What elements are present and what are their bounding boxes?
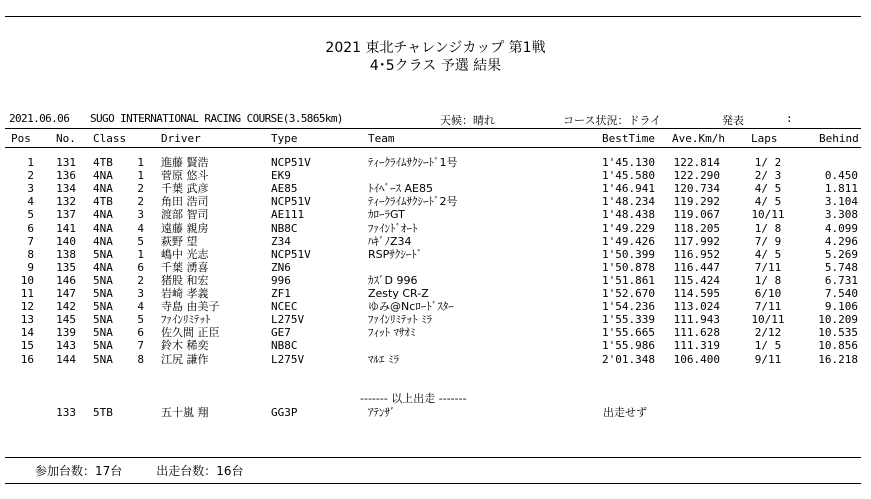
header-no: No. bbox=[56, 132, 76, 145]
cell-no: 135 bbox=[56, 260, 76, 274]
cell-cpos: 3 bbox=[137, 208, 144, 222]
cell-no: 146 bbox=[56, 273, 76, 287]
dns-driver: 五十嵐 翔 bbox=[161, 406, 209, 419]
footer-top-rule bbox=[5, 457, 861, 458]
header-speed: Ave.Km/h bbox=[672, 132, 725, 145]
cell-type: EK9 bbox=[271, 169, 291, 183]
header-driver: Driver bbox=[161, 132, 201, 145]
cell-cpos: 2 bbox=[137, 195, 144, 209]
cell-best: 1'52.670 bbox=[602, 287, 655, 300]
cell-laps: 9/11 bbox=[754, 352, 782, 366]
cell-behind: 0.450 bbox=[824, 169, 858, 183]
cell-class: 4NA bbox=[93, 234, 113, 248]
cell-no: 143 bbox=[56, 339, 76, 353]
cell-pos: 1 bbox=[27, 156, 34, 169]
cell-best: 1'55.339 bbox=[602, 313, 655, 327]
cell-team: ﾊｷﾞﾉZ34 bbox=[368, 234, 412, 248]
footer-counts bbox=[35, 462, 244, 479]
cell-behind: 10.535 bbox=[818, 326, 858, 340]
cell-best: 1'48.438 bbox=[602, 208, 655, 222]
cell-driver: 鈴木 稀奕 bbox=[161, 339, 209, 353]
cell-behind: 7.540 bbox=[824, 287, 858, 300]
cell-behind: 10.856 bbox=[818, 339, 858, 353]
cell-no: 139 bbox=[56, 326, 76, 340]
cell-laps: 10/11 bbox=[751, 313, 785, 327]
cell-type: NCP51V bbox=[271, 195, 311, 209]
cell-type: NB8C bbox=[271, 339, 298, 353]
cell-type: 996 bbox=[271, 273, 291, 287]
cell-pos: 11 bbox=[20, 287, 34, 300]
page-title: 2021 東北チャレンジカップ 第1戦 bbox=[325, 40, 546, 56]
cell-driver: 佐久間 正臣 bbox=[161, 326, 220, 340]
header-team: Team bbox=[368, 132, 395, 145]
cell-pos: 13 bbox=[20, 313, 34, 327]
cell-driver: 千葉 湧喜 bbox=[161, 260, 209, 274]
cell-type: ZN6 bbox=[271, 260, 291, 274]
cell-speed: 106.400 bbox=[673, 352, 720, 366]
cell-laps: 7/11 bbox=[754, 300, 782, 314]
cell-type: L275V bbox=[271, 313, 305, 327]
cell-driver: 萩野 望 bbox=[161, 234, 198, 248]
cell-speed: 116.447 bbox=[673, 260, 720, 274]
header-best: BestTime bbox=[602, 132, 655, 145]
cell-speed: 119.067 bbox=[673, 208, 720, 222]
course-name: SUGO INTERNATIONAL RACING COURSE(3.5865km) bbox=[90, 112, 343, 125]
cell-no: 147 bbox=[56, 287, 76, 300]
cell-laps: 7/11 bbox=[754, 260, 782, 274]
cell-best: 1'55.986 bbox=[602, 339, 655, 353]
track-condition: コース状況：ドライ bbox=[563, 114, 662, 127]
cell-cpos: 7 bbox=[137, 339, 144, 353]
cell-speed: 117.992 bbox=[673, 234, 720, 248]
cell-no: 131 bbox=[56, 156, 76, 169]
cell-no: 141 bbox=[56, 221, 76, 235]
dns-status: 出走せず bbox=[603, 406, 647, 419]
cell-class: 5NA bbox=[93, 287, 113, 300]
cell-pos: 3 bbox=[27, 182, 34, 196]
cell-no: 134 bbox=[56, 182, 76, 196]
cell-team: ﾌｧｲﾝﾘﾐﾃｯﾄ ﾐﾗ bbox=[368, 313, 432, 327]
cell-type: GE7 bbox=[271, 326, 291, 340]
header-class: Class bbox=[93, 132, 127, 145]
cell-team: Zesty CR-Z bbox=[368, 287, 429, 300]
cell-behind: 6.731 bbox=[824, 273, 858, 287]
cell-speed: 122.814 bbox=[673, 156, 720, 169]
cell-type: NCP51V bbox=[271, 156, 311, 169]
cell-laps: 4/ 5 bbox=[754, 182, 782, 196]
cell-no: 138 bbox=[56, 247, 76, 261]
cell-cpos: 1 bbox=[137, 156, 144, 169]
cell-laps: 6/10 bbox=[754, 287, 782, 300]
cell-best: 1'50.878 bbox=[602, 260, 655, 274]
cell-type: AE85 bbox=[271, 182, 298, 196]
cell-cpos: 1 bbox=[137, 247, 144, 261]
cell-driver: ﾌｧｲﾝﾘﾐﾃｯﾄ bbox=[161, 313, 211, 327]
cell-cpos: 6 bbox=[137, 260, 144, 274]
cell-team: ﾌｧｲﾝﾄﾞｵｰﾄ bbox=[368, 221, 418, 235]
cell-speed: 120.734 bbox=[673, 182, 720, 196]
cell-speed: 111.943 bbox=[673, 313, 720, 327]
cell-pos: 15 bbox=[20, 339, 34, 353]
cell-driver: 嶋中 光志 bbox=[161, 247, 209, 261]
cell-behind: 1.811 bbox=[824, 182, 858, 196]
cell-class: 5NA bbox=[93, 352, 113, 366]
cell-best: 1'50.399 bbox=[602, 247, 655, 261]
cell-driver: 寺島 由美子 bbox=[161, 300, 220, 314]
header-behind: Behind bbox=[819, 132, 859, 145]
announced-label: 発表 bbox=[722, 114, 744, 127]
cell-pos: 7 bbox=[27, 234, 34, 248]
cell-best: 1'48.234 bbox=[602, 195, 655, 209]
cell-speed: 116.952 bbox=[673, 247, 720, 261]
cell-laps: 1/ 8 bbox=[754, 273, 782, 287]
started-separator: ------- 以上出走 ------- bbox=[360, 392, 467, 405]
cell-class: 4NA bbox=[93, 208, 113, 222]
cell-team: ﾃｨｰｸﾗｲﾑｻｸｼｰﾄﾞ2号 bbox=[368, 195, 458, 209]
cell-speed: 111.628 bbox=[673, 326, 720, 340]
header-pos: Pos bbox=[11, 132, 31, 145]
cell-driver: 岩崎 孝義 bbox=[161, 287, 209, 300]
cell-pos: 12 bbox=[20, 300, 34, 314]
cell-no: 137 bbox=[56, 208, 76, 222]
cell-speed: 119.292 bbox=[673, 195, 720, 209]
cell-driver: 菅原 悠斗 bbox=[161, 169, 209, 183]
cell-cpos: 5 bbox=[137, 234, 144, 248]
cell-team: ゆみ@Ncﾛｰﾄﾞｽﾀｰ bbox=[368, 300, 454, 314]
page-subtitle: 4･5クラス 予選 結果 bbox=[369, 58, 502, 74]
cell-pos: 5 bbox=[27, 208, 34, 222]
cell-laps: 1/ 2 bbox=[754, 156, 782, 169]
cell-team: ﾃｨｰｸﾗｲﾑｻｸｼｰﾄﾞ1号 bbox=[368, 156, 458, 169]
cell-type: AE111 bbox=[271, 208, 305, 222]
cell-pos: 6 bbox=[27, 221, 34, 235]
cell-cpos: 2 bbox=[137, 182, 144, 196]
cell-cpos: 4 bbox=[137, 221, 144, 235]
cell-speed: 111.319 bbox=[673, 339, 720, 353]
cell-class: 4NA bbox=[93, 169, 113, 183]
footer-bottom-rule bbox=[5, 483, 861, 484]
cell-pos: 8 bbox=[27, 247, 34, 261]
cell-type: NCEC bbox=[271, 300, 298, 314]
cell-best: 2'01.348 bbox=[602, 352, 655, 366]
cell-laps: 2/12 bbox=[754, 326, 782, 340]
header-laps: Laps bbox=[751, 132, 778, 145]
cell-driver: 進藤 賢浩 bbox=[161, 156, 209, 169]
cell-best: 1'51.861 bbox=[602, 273, 655, 287]
cell-class: 4NA bbox=[93, 221, 113, 235]
cell-no: 144 bbox=[56, 352, 76, 366]
cell-best: 1'45.130 bbox=[602, 156, 655, 169]
cell-speed: 118.205 bbox=[673, 221, 720, 235]
cell-class: 4TB bbox=[93, 195, 113, 209]
cell-speed: 115.424 bbox=[673, 273, 720, 287]
cell-class: 5NA bbox=[93, 247, 113, 261]
cell-type: NCP51V bbox=[271, 247, 311, 261]
cell-no: 140 bbox=[56, 234, 76, 248]
cell-behind: 3.104 bbox=[824, 195, 858, 209]
cell-behind: 16.218 bbox=[818, 352, 858, 366]
cell-team: ｶｽﾞD 996 bbox=[368, 273, 418, 287]
cell-cpos: 2 bbox=[137, 273, 144, 287]
cell-laps: 1/ 8 bbox=[754, 221, 782, 235]
cell-no: 136 bbox=[56, 169, 76, 183]
cell-laps: 4/ 5 bbox=[754, 247, 782, 261]
cell-laps: 7/ 9 bbox=[754, 234, 782, 248]
cell-laps: 2/ 3 bbox=[754, 169, 782, 183]
cell-best: 1'45.580 bbox=[602, 169, 655, 183]
cell-best: 1'54.236 bbox=[602, 300, 655, 314]
cell-type: L275V bbox=[271, 352, 305, 366]
cell-cpos: 5 bbox=[137, 313, 144, 327]
cell-type: ZF1 bbox=[271, 287, 291, 300]
cell-team: RSPｻｸｼｰﾄﾞ bbox=[368, 247, 423, 261]
cell-driver: 千葉 武彦 bbox=[161, 182, 209, 196]
cell-type: Z34 bbox=[271, 234, 291, 248]
weather: 天候：晴れ bbox=[440, 114, 495, 127]
cell-best: 1'55.665 bbox=[602, 326, 655, 340]
dns-no: 133 bbox=[56, 406, 76, 419]
dns-team: ｱﾃﾝｻﾞ bbox=[368, 406, 396, 419]
cell-team: ﾌｨｯﾄ ﾏｻｵﾐ bbox=[368, 326, 416, 340]
cell-behind: 4.296 bbox=[824, 234, 858, 248]
cell-cpos: 6 bbox=[137, 326, 144, 340]
announced-time: : bbox=[786, 112, 793, 125]
starters-count: 出走台数：16台 bbox=[156, 464, 244, 478]
cell-pos: 2 bbox=[27, 169, 34, 183]
cell-class: 5NA bbox=[93, 313, 113, 327]
cell-no: 142 bbox=[56, 300, 76, 314]
dns-type: GG3P bbox=[271, 406, 298, 419]
cell-behind: 9.106 bbox=[824, 300, 858, 314]
cell-driver: 猪股 和宏 bbox=[161, 273, 209, 287]
cell-cpos: 4 bbox=[137, 300, 144, 314]
cell-class: 5NA bbox=[93, 273, 113, 287]
cell-best: 1'49.229 bbox=[602, 221, 655, 235]
cell-cpos: 3 bbox=[137, 287, 144, 300]
cell-driver: 江尻 謙作 bbox=[161, 352, 209, 366]
cell-team: ﾏﾙｴ ﾐﾗ bbox=[368, 352, 399, 366]
entries-count: 参加台数：17台 bbox=[35, 464, 123, 478]
cell-behind: 3.308 bbox=[824, 208, 858, 222]
top-rule bbox=[5, 16, 861, 17]
dns-class: 5TB bbox=[93, 406, 113, 419]
header-bottom-rule bbox=[5, 147, 861, 148]
cell-no: 145 bbox=[56, 313, 76, 327]
cell-speed: 113.024 bbox=[673, 300, 720, 314]
cell-driver: 遠藤 親房 bbox=[161, 221, 209, 235]
cell-speed: 114.595 bbox=[673, 287, 720, 300]
cell-laps: 4/ 5 bbox=[754, 195, 782, 209]
cell-best: 1'49.426 bbox=[602, 234, 655, 248]
cell-no: 132 bbox=[56, 195, 76, 209]
cell-class: 5NA bbox=[93, 326, 113, 340]
cell-laps: 1/ 5 bbox=[754, 339, 782, 353]
cell-pos: 4 bbox=[27, 195, 34, 209]
cell-pos: 14 bbox=[20, 326, 34, 340]
cell-driver: 渡部 智司 bbox=[161, 208, 209, 222]
cell-behind: 4.099 bbox=[824, 221, 858, 235]
cell-team: ｶﾛｰﾗGT bbox=[368, 208, 405, 222]
cell-speed: 122.290 bbox=[673, 169, 720, 183]
cell-team: ﾄｲﾍﾞｰｽ AE85 bbox=[368, 182, 433, 196]
cell-behind: 5.269 bbox=[824, 247, 858, 261]
cell-behind: 10.209 bbox=[818, 313, 858, 327]
cell-class: 5NA bbox=[93, 300, 113, 314]
cell-cpos: 8 bbox=[137, 352, 144, 366]
cell-best: 1'46.941 bbox=[602, 182, 655, 196]
cell-driver: 角田 浩司 bbox=[161, 195, 209, 209]
cell-cpos: 1 bbox=[137, 169, 144, 183]
cell-class: 5NA bbox=[93, 339, 113, 353]
cell-class: 4TB bbox=[93, 156, 113, 169]
cell-behind: 5.748 bbox=[824, 260, 858, 274]
cell-type: NB8C bbox=[271, 221, 298, 235]
cell-pos: 9 bbox=[27, 260, 34, 274]
cell-pos: 10 bbox=[20, 273, 34, 287]
header-top-rule bbox=[5, 128, 861, 129]
cell-class: 4NA bbox=[93, 260, 113, 274]
cell-laps: 10/11 bbox=[751, 208, 785, 222]
cell-pos: 16 bbox=[20, 352, 34, 366]
event-date: 2021.06.06 bbox=[9, 112, 70, 125]
cell-class: 4NA bbox=[93, 182, 113, 196]
header-type: Type bbox=[271, 132, 298, 145]
